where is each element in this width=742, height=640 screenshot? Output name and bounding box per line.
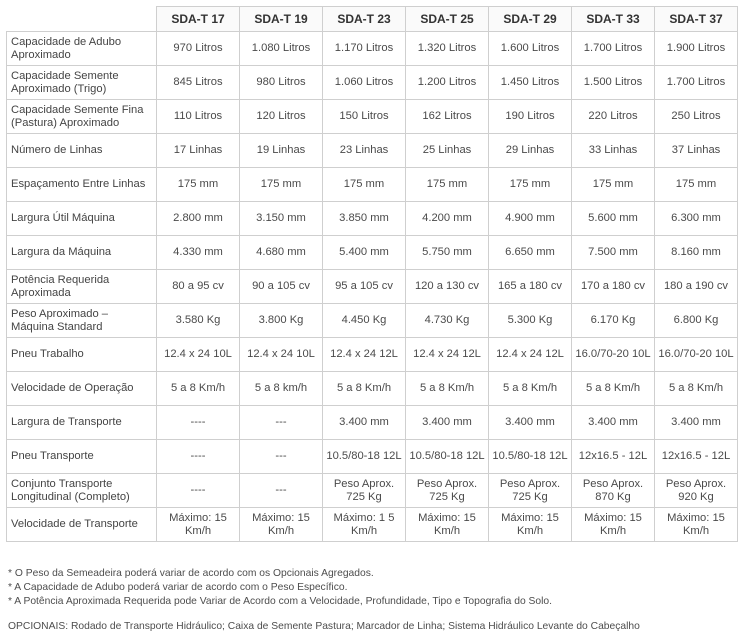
table-cell: 190 Litros xyxy=(489,100,572,134)
table-cell: Máximo: 1 5 Km/h xyxy=(323,508,406,542)
table-row xyxy=(7,440,738,474)
table-cell: 23 Linhas xyxy=(323,134,406,168)
table-cell: 1.200 Litros xyxy=(406,66,489,100)
table-cell: 10.5/80-18 12L xyxy=(323,440,406,474)
table-cell: 12.4 x 24 12L xyxy=(323,338,406,372)
table-cell: 4.200 mm xyxy=(406,202,489,236)
table-cell: Máximo: 15 Km/h xyxy=(572,508,655,542)
table-cell: --- xyxy=(240,440,323,474)
table-cell: 37 Linhas xyxy=(655,134,738,168)
table-cell: 220 Litros xyxy=(572,100,655,134)
table-cell: 4.730 Kg xyxy=(406,304,489,338)
table-row xyxy=(7,372,738,406)
table-cell: 175 mm xyxy=(157,168,240,202)
row-label: Número de Linhas xyxy=(7,134,157,168)
table-row xyxy=(7,338,738,372)
footnotes xyxy=(8,567,736,609)
table-row xyxy=(7,202,738,236)
table-cell: 1.500 Litros xyxy=(572,66,655,100)
specs-table xyxy=(6,6,738,542)
table-cell: 12x16.5 - 12L xyxy=(655,440,738,474)
row-label: Largura de Transporte xyxy=(7,406,157,440)
table-cell: 120 a 130 cv xyxy=(406,270,489,304)
row-label: Espaçamento Entre Linhas xyxy=(7,168,157,202)
row-label: Peso Aproximado – Máquina Standard xyxy=(7,304,157,338)
table-cell: 162 Litros xyxy=(406,100,489,134)
table-cell: 25 Linhas xyxy=(406,134,489,168)
row-label: Pneu Transporte xyxy=(7,440,157,474)
header-row xyxy=(7,7,738,32)
table-cell: 1.450 Litros xyxy=(489,66,572,100)
row-label: Pneu Trabalho xyxy=(7,338,157,372)
table-cell: 4.900 mm xyxy=(489,202,572,236)
table-cell: 1.320 Litros xyxy=(406,32,489,66)
table-cell: Máximo: 15 Km/h xyxy=(655,508,738,542)
table-cell: 1.700 Litros xyxy=(572,32,655,66)
table-cell: 3.850 mm xyxy=(323,202,406,236)
table-cell: 16.0/70-20 10L xyxy=(655,338,738,372)
table-cell: 5.400 mm xyxy=(323,236,406,270)
table-cell: 3.400 mm xyxy=(406,406,489,440)
table-cell: 95 a 105 cv xyxy=(323,270,406,304)
specs-table-body xyxy=(7,32,738,542)
table-cell: ---- xyxy=(157,474,240,508)
table-row xyxy=(7,508,738,542)
table-cell: 4.330 mm xyxy=(157,236,240,270)
table-cell: 3.580 Kg xyxy=(157,304,240,338)
table-cell: 90 a 105 cv xyxy=(240,270,323,304)
table-cell: 1.170 Litros xyxy=(323,32,406,66)
model-header: SDA-T 25 xyxy=(406,7,489,32)
table-cell: 3.400 mm xyxy=(323,406,406,440)
table-cell: 5.750 mm xyxy=(406,236,489,270)
table-cell: Peso Aprox. 725 Kg xyxy=(406,474,489,508)
model-header: SDA-T 23 xyxy=(323,7,406,32)
table-row xyxy=(7,32,738,66)
footnote: * O Peso da Semeadeira poderá variar de acordo com os Opcionais Agregados. xyxy=(8,568,374,579)
table-cell: 12.4 x 24 10L xyxy=(157,338,240,372)
table-cell: Peso Aprox. 725 Kg xyxy=(323,474,406,508)
table-cell: 6.170 Kg xyxy=(572,304,655,338)
table-cell: 1.600 Litros xyxy=(489,32,572,66)
table-cell: 175 mm xyxy=(489,168,572,202)
table-cell: 170 a 180 cv xyxy=(572,270,655,304)
table-cell: 19 Linhas xyxy=(240,134,323,168)
table-row xyxy=(7,168,738,202)
table-row xyxy=(7,406,738,440)
table-cell: 5 a 8 Km/h xyxy=(489,372,572,406)
table-cell: 5 a 8 Km/h xyxy=(406,372,489,406)
table-cell: 175 mm xyxy=(240,168,323,202)
row-label: Capacidade de Adubo Aproximado xyxy=(7,32,157,66)
table-cell: Peso Aprox. 870 Kg xyxy=(572,474,655,508)
model-header: SDA-T 19 xyxy=(240,7,323,32)
table-cell: 250 Litros xyxy=(655,100,738,134)
table-cell: 175 mm xyxy=(655,168,738,202)
table-cell: 10.5/80-18 12L xyxy=(489,440,572,474)
header-corner xyxy=(7,7,157,32)
table-cell: 120 Litros xyxy=(240,100,323,134)
table-cell: Peso Aprox. 920 Kg xyxy=(655,474,738,508)
table-cell: 17 Linhas xyxy=(157,134,240,168)
table-row xyxy=(7,474,738,508)
table-cell: 175 mm xyxy=(406,168,489,202)
table-row xyxy=(7,134,738,168)
table-cell: ---- xyxy=(157,440,240,474)
table-cell: 1.900 Litros xyxy=(655,32,738,66)
table-cell: 1.060 Litros xyxy=(323,66,406,100)
footnote: * A Potência Aproximada Requerida pode Variar de Acordo com a Velocidade, Profundidade, Tipo e Topografia do Solo. xyxy=(8,596,553,607)
table-cell: 845 Litros xyxy=(157,66,240,100)
table-cell: 12.4 x 24 12L xyxy=(406,338,489,372)
table-row xyxy=(7,66,738,100)
row-label: Potência Requerida Aproximada xyxy=(7,270,157,304)
table-cell: 12.4 x 24 12L xyxy=(489,338,572,372)
table-cell: ---- xyxy=(157,406,240,440)
row-label: Capacidade Semente Aproximado (Trigo) xyxy=(7,66,157,100)
table-cell: 2.800 mm xyxy=(157,202,240,236)
table-cell: Máximo: 15 Km/h xyxy=(157,508,240,542)
table-cell: 175 mm xyxy=(572,168,655,202)
table-cell: 970 Litros xyxy=(157,32,240,66)
table-cell: 1.700 Litros xyxy=(655,66,738,100)
table-cell: 8.160 mm xyxy=(655,236,738,270)
table-cell: 980 Litros xyxy=(240,66,323,100)
model-header: SDA-T 37 xyxy=(655,7,738,32)
row-label: Capacidade Semente Fina (Pastura) Aproximado xyxy=(7,100,157,134)
table-cell: Máximo: 15 Km/h xyxy=(489,508,572,542)
table-cell: 165 a 180 cv xyxy=(489,270,572,304)
table-cell: 5.300 Kg xyxy=(489,304,572,338)
table-cell: 5 a 8 Km/h xyxy=(572,372,655,406)
table-cell: 5 a 8 km/h xyxy=(240,372,323,406)
table-cell: 3.800 Kg xyxy=(240,304,323,338)
table-cell: --- xyxy=(240,474,323,508)
table-cell: 12x16.5 - 12L xyxy=(572,440,655,474)
table-cell: 5 a 8 Km/h xyxy=(157,372,240,406)
table-cell: 80 a 95 cv xyxy=(157,270,240,304)
table-cell: Máximo: 15 Km/h xyxy=(406,508,489,542)
table-cell: Peso Aprox. 725 Kg xyxy=(489,474,572,508)
table-cell: 4.450 Kg xyxy=(323,304,406,338)
table-row xyxy=(7,100,738,134)
table-cell: --- xyxy=(240,406,323,440)
table-cell: 16.0/70-20 10L xyxy=(572,338,655,372)
table-cell: 180 a 190 cv xyxy=(655,270,738,304)
table-row xyxy=(7,270,738,304)
row-label: Largura da Máquina xyxy=(7,236,157,270)
row-label: Conjunto Transporte Longitudinal (Completo) xyxy=(7,474,157,508)
table-cell: 110 Litros xyxy=(157,100,240,134)
table-cell: 5 a 8 Km/h xyxy=(323,372,406,406)
footnote: * A Capacidade de Adubo poderá variar de acordo com o Peso Específico. xyxy=(8,582,348,593)
model-header: SDA-T 29 xyxy=(489,7,572,32)
table-cell: 3.400 mm xyxy=(655,406,738,440)
table-cell: 29 Linhas xyxy=(489,134,572,168)
table-cell: 5.600 mm xyxy=(572,202,655,236)
row-label: Largura Útil Máquina xyxy=(7,202,157,236)
row-label: Velocidade de Transporte xyxy=(7,508,157,542)
table-cell: 175 mm xyxy=(323,168,406,202)
table-cell: 3.400 mm xyxy=(572,406,655,440)
table-row xyxy=(7,304,738,338)
table-cell: 6.300 mm xyxy=(655,202,738,236)
model-header: SDA-T 17 xyxy=(157,7,240,32)
table-cell: Máximo: 15 Km/h xyxy=(240,508,323,542)
table-cell: 1.080 Litros xyxy=(240,32,323,66)
table-cell: 3.150 mm xyxy=(240,202,323,236)
table-cell: 10.5/80-18 12L xyxy=(406,440,489,474)
table-cell: 7.500 mm xyxy=(572,236,655,270)
table-cell: 5 a 8 Km/h xyxy=(655,372,738,406)
table-cell: 150 Litros xyxy=(323,100,406,134)
table-cell: 33 Linhas xyxy=(572,134,655,168)
table-cell: 6.800 Kg xyxy=(655,304,738,338)
optionals-text: OPCIONAIS: Rodado de Transporte Hidráulico; Caixa de Semente Pastura; Marcador de Linha; Sistema Hidráulico Levante do Cabeçalho xyxy=(8,621,640,632)
table-row xyxy=(7,236,738,270)
row-label: Velocidade de Operação xyxy=(7,372,157,406)
table-cell: 4.680 mm xyxy=(240,236,323,270)
table-cell: 6.650 mm xyxy=(489,236,572,270)
table-cell: 3.400 mm xyxy=(489,406,572,440)
model-header: SDA-T 33 xyxy=(572,7,655,32)
table-cell: 12.4 x 24 10L xyxy=(240,338,323,372)
